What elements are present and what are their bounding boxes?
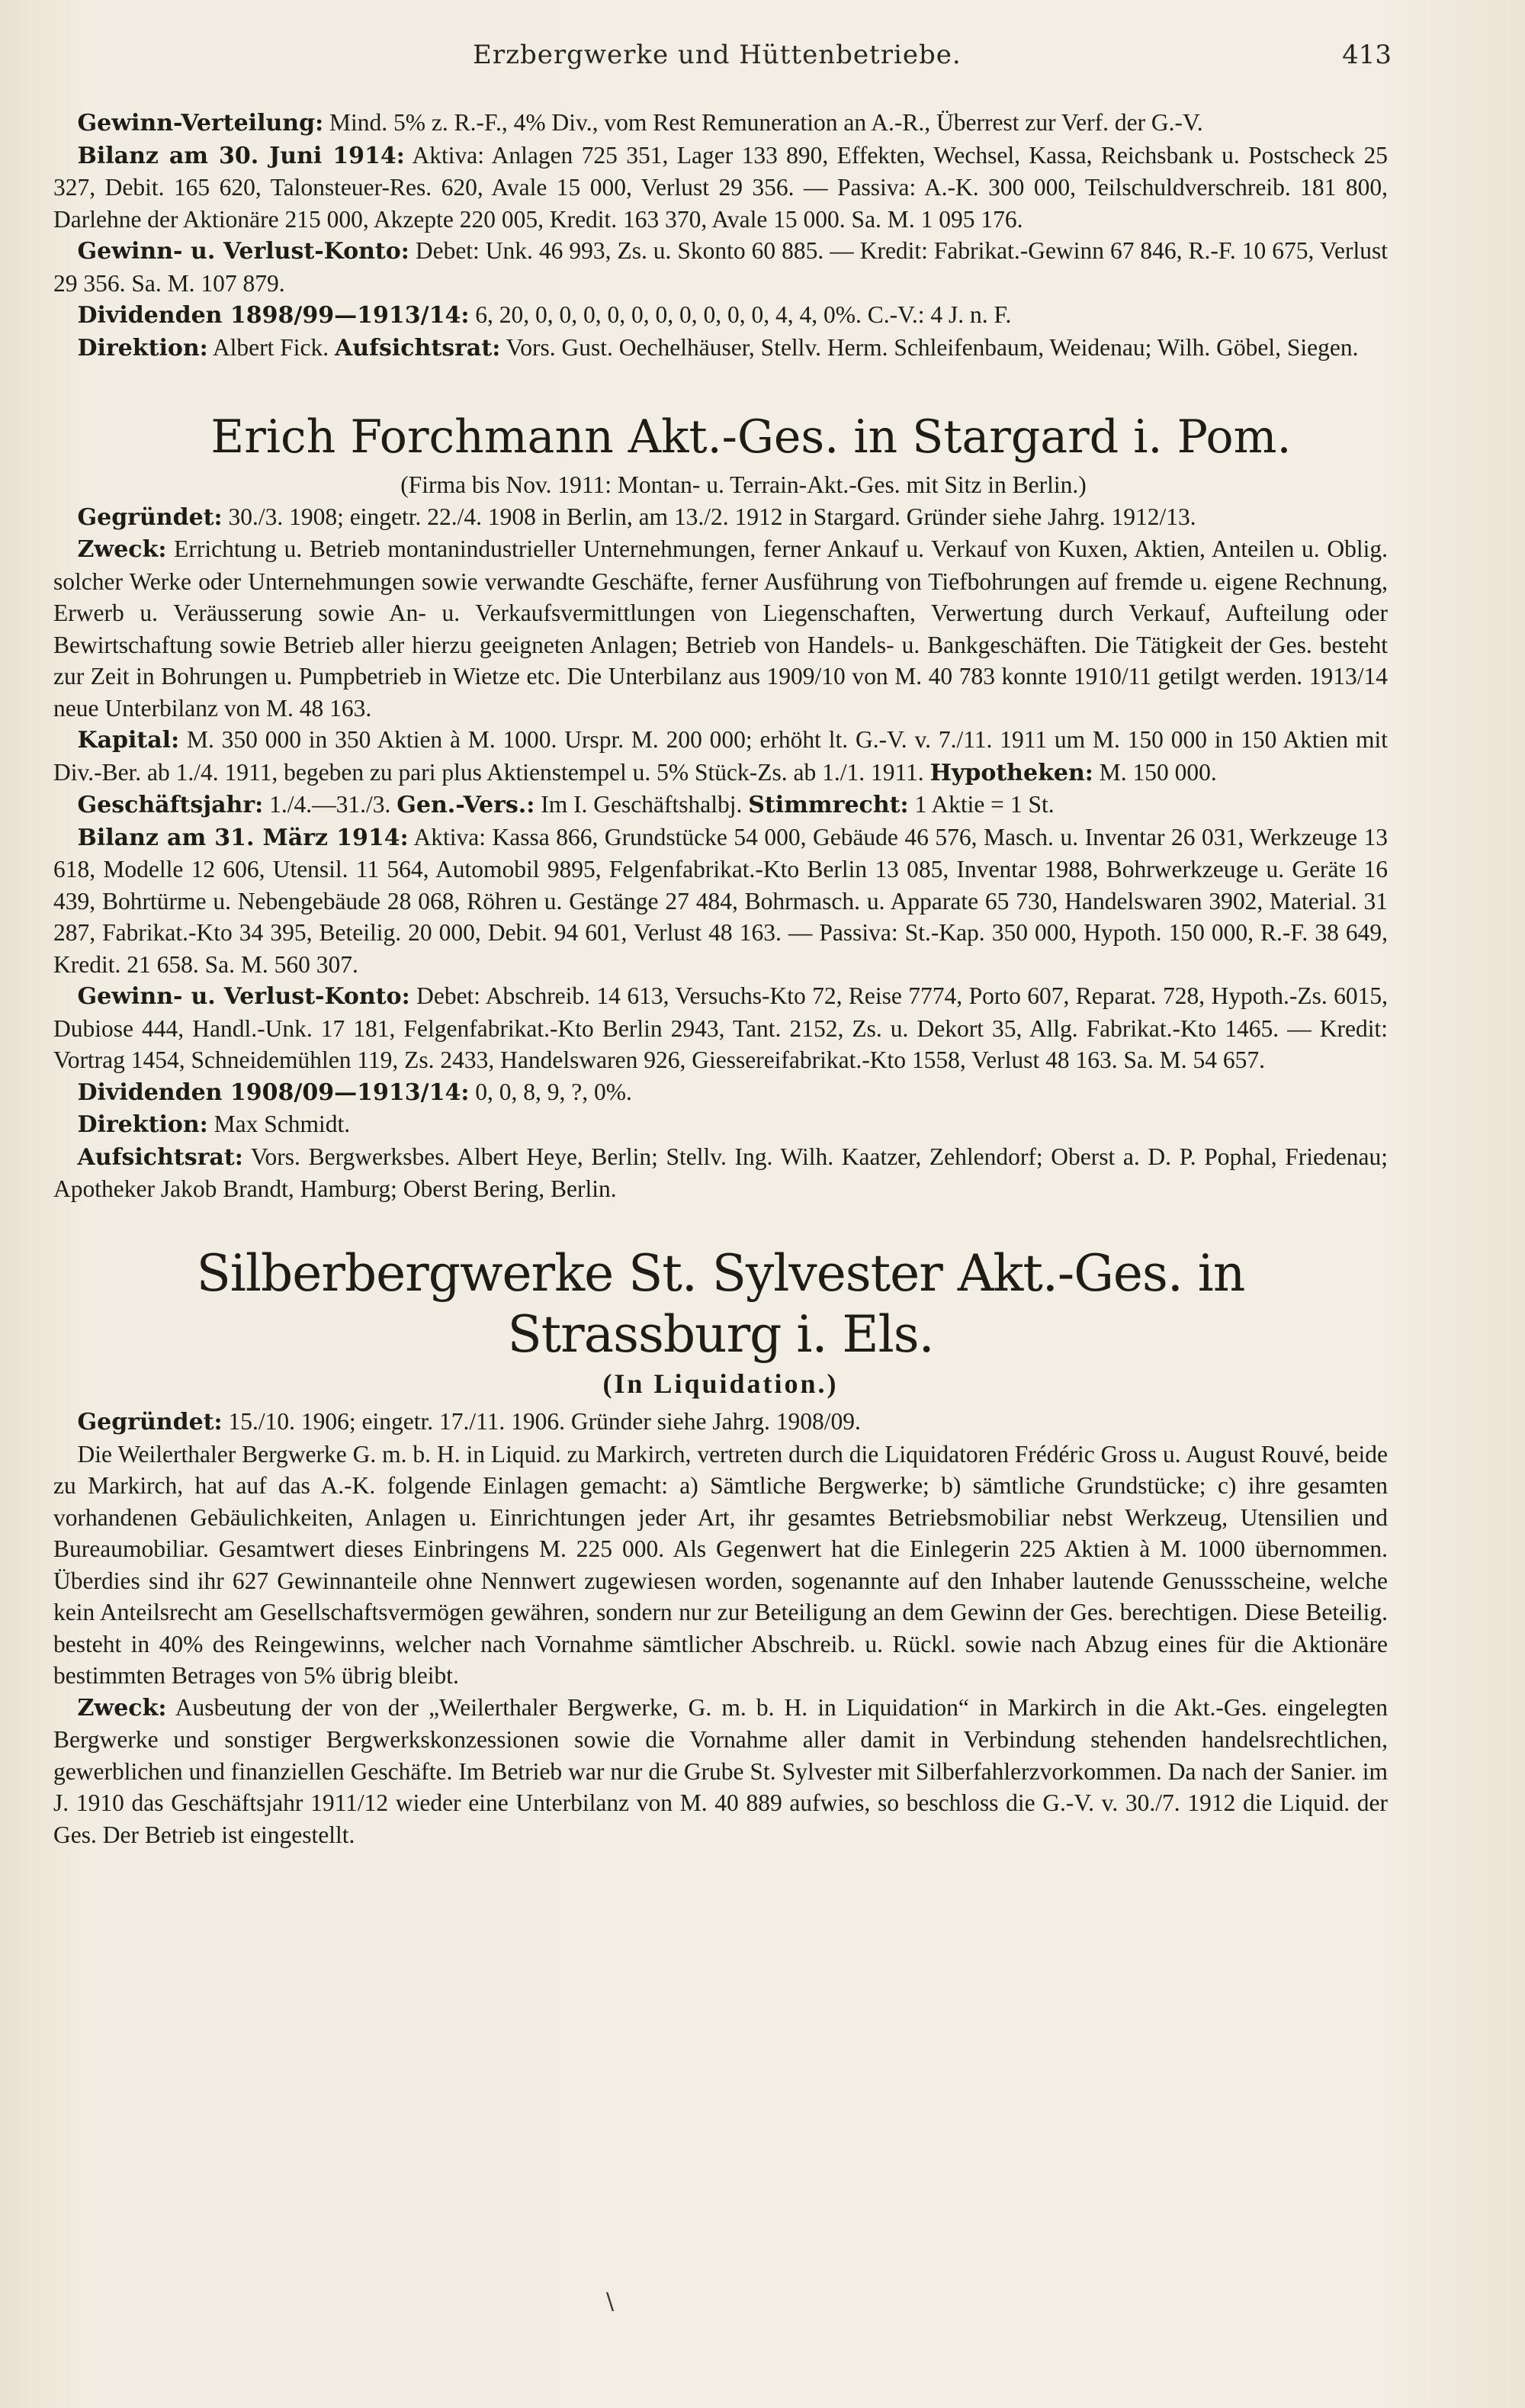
- dividenden-paragraph: [53, 299, 1388, 332]
- guv-label: Gewinn- u. Verlust-Konto:: [77, 983, 410, 1010]
- direktion-text: Albert Fick.: [207, 333, 335, 361]
- bilanz-label: Bilanz am 31. März 1914:: [77, 824, 409, 851]
- einlage-paragraph: [53, 1439, 1388, 1692]
- hypotheken-label: Hypotheken:: [929, 759, 1093, 786]
- hypotheken-text: M. 150 000.: [1093, 758, 1217, 786]
- sylvester-section: [53, 1243, 1388, 1851]
- running-head: Erzbergwerke und Hüttenbetriebe.: [473, 40, 962, 70]
- kapital-text: M. 350 000 in 350 Aktien à M. 1000. Urspr. M. 200 000; erhöht lt. G.-V. v. 7./11. 1911 um M. 150 000 in 150 Aktien mit Div.-Ber. ab 1./4. 1911, begeben zu pari plus Aktienstempel u. 5% Stück-Zs. ab 1./1. 1911.: [53, 726, 1388, 786]
- stimmrecht-text: 1 Aktie = 1 St.: [908, 791, 1055, 818]
- einlage-text: Die Weilerthaler Bergwerke G. m. b. H. in Liquid. zu Markirch, vertreten durch die Liquidatoren Frédéric Gross u. August Rouvé, beide zu Markirch, hat auf das A.-K. folgende Einlagen gemacht: a) Sämtliche Bergwerke; b) sämtliche Grundstücke; c) ihre gesamten vorhandenen Gebäulichkeiten, Anlagen u. Einrichtungen jeder Art, ihr gesamtes Betriebsmobiliar nebst Werkzeug, Utensilien und Bureaumobiliar. Gesamtwert dieses Einbringens M. 225 000. Als Gegenwert hat die Einlegerin 225 Aktien à M. 1000 übernommen. Überdies sind ihr 627 Gewinnanteile ohne Nennwert zugewiesen worden, sogenannte auf den Inhaber lautende Genussscheine, welche kein Anteilsrecht am Gesellschaftsvermögen gewähren, sondern nur zur Beteiligung an dem Gewinn der Ges. berechtigen. Diese Beteilig. besteht in 40% des Reingewinns, welcher nach Vornahme sämtlicher Abschreib. u. Rückl. sowie nach Abzug eines für die Aktionäre bestimmten Betrages von 5% übrig bleibt.: [53, 1440, 1388, 1689]
- zweck-label: Zweck:: [77, 1694, 167, 1722]
- gewinn-verteilung-paragraph: [53, 107, 1388, 140]
- bilanz-text: Aktiva: Kassa 866, Grundstücke 54 000, Gebäude 46 576, Masch. u. Inventar 26 031, Werkzeuge 13 618, Modelle 12 606, Utensil. 11 564, Automobil 9895, Felgenfabrikat.-Kto Berlin 13 085, Inventar 1988, Bohrwerkzeuge u. Geräte 16 439, Bohrtürme u. Nebengebäude 28 068, Röhren u. Gestänge 27 484, Bohrmasch. u. Apparate 65 730, Handelswaren 3902, Material. 31 287, Fabrikat.-Kto 34 395, Beteilig. 20 000, Debit. 94 601, Verlust 48 163. — Passiva: St.-Kap. 350 000, Hypoth. 150 000, R.-F. 38 649, Kredit. 21 658. Sa. M. 560 307.: [53, 823, 1388, 978]
- company-title-sylvester: Silberbergwerke St. Sylvester Akt.-Ges. in Strassburg i. Els.: [196, 1243, 1245, 1364]
- gegruendet-label: Gegründet:: [77, 503, 223, 531]
- firma-note: (Firma bis Nov. 1911: Montan- u. Terrain-Akt.-Ges. mit Sitz in Berlin.): [400, 471, 1087, 498]
- direktion-label: Direktion:: [77, 1111, 208, 1138]
- geschaeftsjahr-label: Geschäftsjahr:: [77, 792, 264, 818]
- direktion-paragraph: [53, 1108, 1388, 1141]
- gegruendet-paragraph: [53, 501, 1388, 534]
- bilanz-label: Bilanz am 30. Juni 1914:: [77, 142, 405, 169]
- zweck-text: Errichtung u. Betrieb montanindustrieller Unternehmungen, ferner Ankauf u. Verkauf von Kuxen, Aktien, Anteilen u. Oblig. solcher Werke oder Unternehmungen sowie verwandte Geschäfte, ferner Ausführung von Tiefbohrungen auf fremde u. eigene Rechnung, Erwerb u. Veräusserung sowie An- u. Verkaufsvermittlungen von Liegenschaften, Verwertung durch Verkauf, Aufteilung oder Bewirtschaftung sowie Betrieb aller hierzu geeigneten Anlagen; Betrieb von Handels- u. Bankgeschäften. Die Tätigkeit der Ges. besteht zur Zeit in Bohrungen u. Pumpbetrieb in Wietze etc. Die Unterbilanz aus 1909/10 von M. 40 783 konnte 1910/11 getilgt werden. 1913/14 neue Unterbilanz von M. 48 163.: [53, 535, 1388, 722]
- gegruendet-text: 30./3. 1908; eingetr. 22./4. 1908 in Berlin, am 13./2. 1912 in Stargard. Gründer siehe Jahrg. 1912/13.: [222, 503, 1196, 530]
- gegruendet-label: Gegründet:: [77, 1409, 223, 1435]
- geschaeftsjahr-paragraph: [53, 789, 1388, 821]
- aufsichtsrat-text: Vors. Gust. Oechelhäuser, Stellv. Herm. Schleifenbaum, Weidenau; Wilh. Göbel, Siegen.: [500, 333, 1359, 361]
- dividenden-label: Dividenden 1908/09—1913/14:: [77, 1079, 470, 1106]
- aufsichtsrat-label: Aufsichtsrat:: [335, 334, 501, 362]
- dividenden-paragraph: [53, 1076, 1388, 1109]
- zweck-text: Ausbeutung der von der „Weilerthaler Bergwerke, G. m. b. H. in Liquidation“ in Markirch in die Akt.-Ges. eingelegten Bergwerke und sonstiger Bergwerkskonzessionen sowie die Vornahme aller damit in Verbindung stehenden handelsrechtlichen, gewerblichen und finanziellen Geschäfte. Im Betrieb war nur die Grube St. Sylvester mit Silberfahlerzvorkommen. Da nach der Sanier. im J. 1910 das Geschäftsjahr 1911/12 wieder eine Unterbilanz von M. 40 889 aufwies, so beschloss die G.-V. v. 30./7. 1912 die Liquid. der Ges. Der Betrieb ist eingestellt.: [53, 1693, 1388, 1848]
- gen-vers-text: Im I. Geschäftshalbj.: [535, 791, 749, 818]
- guv-text: Debet: Abschreib. 14 613, Versuchs-Kto 72, Reise 7774, Porto 607, Reparat. 728, Hypoth.-Zs. 6015, Dubiose 444, Handl.-Unk. 17 181, Felgenfabrikat.-Kto Berlin 2943, Tant. 2152, Zs. u. Dekort 35, Allg. Fabrikat.-Kto 1465. — Kredit: Vortrag 1454, Schneidemühlen 119, Zs. 2433, Handelswaren 926, Giessereifabrikat.-Kto 1558, Verlust 48 163. Sa. M. 54 657.: [53, 982, 1388, 1073]
- guv-paragraph: [53, 980, 1388, 1076]
- aufsichtsrat-text: Vors. Bergwerksbes. Albert Heye, Berlin; Stellv. Ing. Wilh. Kaatzer, Zehlendorf; Oberst a. D. P. Pophal, Friedenau; Apotheker Jakob Brandt, Hamburg; Oberst Bering, Berlin.: [53, 1143, 1388, 1202]
- guv-text: Debet: Unk. 46 993, Zs. u. Skonto 60 885. — Kredit: Fabrikat.-Gewinn 67 846, R.-F. 10 675, Verlust 29 356. Sa. M. 107 879.: [53, 237, 1388, 297]
- aufsichtsrat-paragraph: [53, 1141, 1388, 1205]
- prev-company-section: [53, 107, 1388, 364]
- dividenden-text: 6, 20, 0, 0, 0, 0, 0, 0, 0, 0, 0, 0, 4, 4, 0%. C.-V.: 4 J. n. F.: [469, 301, 1012, 328]
- guv-paragraph: [53, 235, 1388, 299]
- gewinn-verteilung-text: Mind. 5% z. R.-F., 4% Div., vom Rest Remuneration an A.-R., Überrest zur Verf. der G.-V.: [323, 109, 1203, 136]
- guv-label: Gewinn- u. Verlust-Konto:: [77, 238, 409, 265]
- forchmann-section: [53, 410, 1388, 1205]
- dividenden-text: 0, 0, 8, 9, ?, 0%.: [469, 1078, 632, 1105]
- kapital-paragraph: [53, 724, 1388, 789]
- aufsichtsrat-label: Aufsichtsrat:: [77, 1143, 243, 1171]
- direktion-text: Max Schmidt.: [207, 1111, 351, 1137]
- page-number: 413: [1342, 40, 1392, 70]
- gewinn-verteilung-label: Gewinn-Verteilung:: [77, 110, 324, 137]
- gegruendet-paragraph: [53, 1406, 1388, 1439]
- liquidation-note: (In Liquidation.): [602, 1368, 839, 1399]
- bilanz-paragraph: [53, 140, 1388, 236]
- zweck-paragraph: [53, 1692, 1388, 1851]
- gen-vers-label: Gen.-Vers.:: [396, 792, 535, 818]
- bilanz-text: Aktiva: Anlagen 725 351, Lager 133 890, Effekten, Wechsel, Kassa, Reichsbank u. Postscheck 25 327, Debit. 165 620, Talonsteuer-Res. 620, Avale 15 000, Verlust 29 356. — Passiva: A.-K. 300 000, Teilschuldverschreib. 181 800, Darlehne der Aktionäre 215 000, Akzepte 220 005, Kredit. 163 370, Avale 15 000. Sa. M. 1 095 176.: [53, 141, 1388, 233]
- bilanz-paragraph: [53, 821, 1388, 981]
- stimmrecht-label: Stimmrecht:: [748, 792, 909, 818]
- company-title-forchmann: Erich Forchmann Akt.-Ges. in Stargard i. Pom.: [210, 410, 1292, 464]
- zweck-label: Zweck:: [77, 536, 167, 563]
- page-header: [0, 40, 1525, 85]
- direktion-label: Direktion:: [77, 334, 208, 362]
- geschaeftsjahr-text: 1./4.—31./3.: [263, 791, 397, 818]
- bottom-mark: \: [606, 2288, 615, 2315]
- kapital-label: Kapital:: [77, 727, 180, 754]
- zweck-paragraph: [53, 533, 1388, 724]
- direktion-paragraph: [53, 332, 1388, 365]
- page-content: [53, 107, 1388, 1850]
- gegruendet-text: 15./10. 1906; eingetr. 17./11. 1906. Gründer siehe Jahrg. 1908/09.: [222, 1408, 861, 1435]
- dividenden-label: Dividenden 1898/99—1913/14:: [77, 302, 470, 329]
